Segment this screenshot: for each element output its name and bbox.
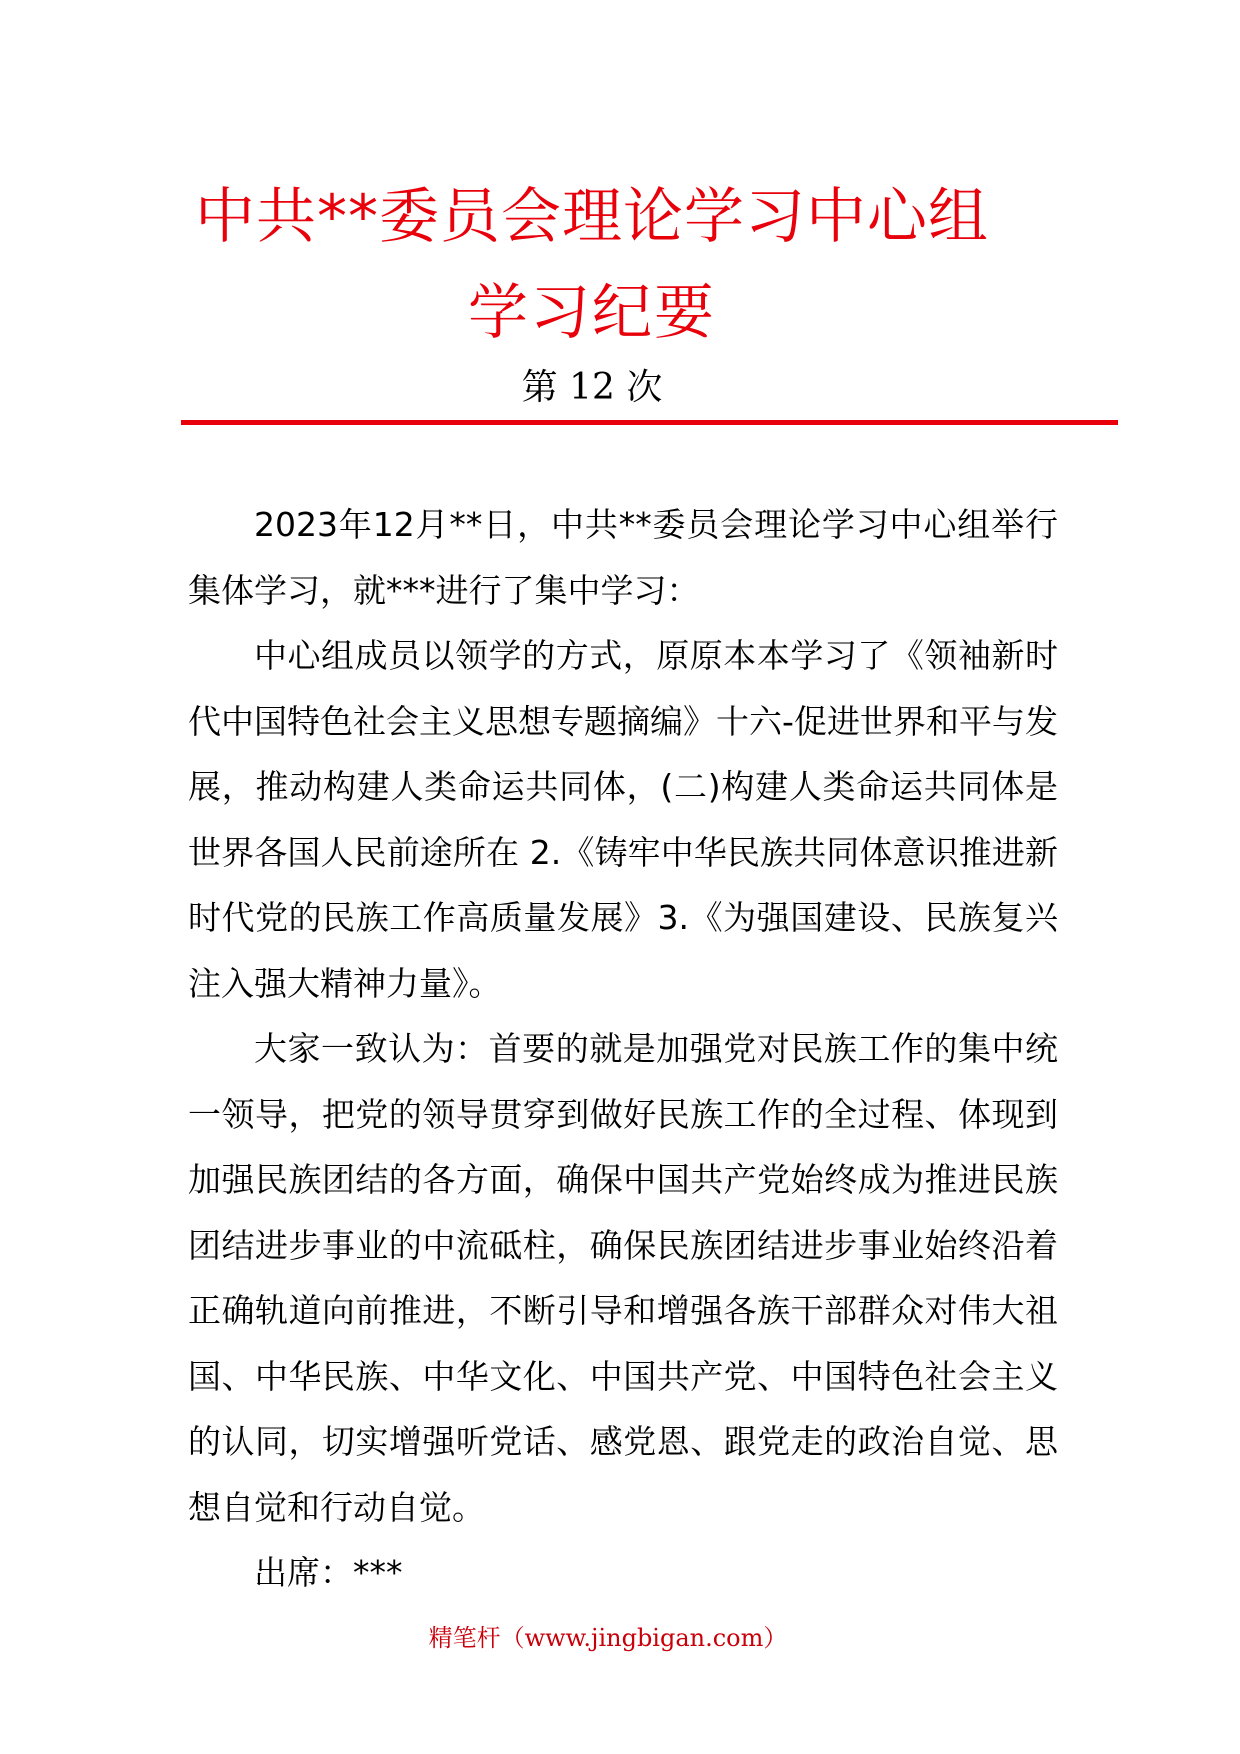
- attendance-line: 出席：***: [254, 1553, 403, 1592]
- body-paragraph-1: 2023年12月**日，中共**委员会理论学习中心组举行集体学习，就***进行了集中学习：: [188, 505, 1058, 610]
- body-paragraph-2: 中心组成员以领学的方式，原原本本学习了《领袖新时代中国特色社会主义思想专题摘编》十六-促进世界和平与发展，推动构建人类命运共同体，(二)构建人类命运共同体是世界各国人民前途所在 2.《铸牢中华民族共同体意识推进新时代党的民族工作高质量发展》3.《为强国建设、民族复兴注入强大精神力量》。: [188, 636, 1058, 1003]
- document-title-line-2: 学习纪要: [468, 278, 716, 348]
- body-paragraph-3: 大家一致认为：首要的就是加强党对民族工作的集中统一领导，把党的领导贯穿到做好民族工作的全过程、体现到加强民族团结的各方面，确保中国共产党始终成为推进民族团结进步事业的中流砥柱，确保民族团结进步事业始终沿着正确轨道向前推进，不断引导和增强各族干部群众对伟大祖国、中华民族、中华文化、中国共产党、中国特色社会主义的认同，切实增强听党话、感党恩、跟党走的政治自觉、思想自觉和行动自觉。: [188, 1029, 1058, 1527]
- red-divider-rule: [181, 420, 1118, 425]
- footer-watermark: 精笔杆（www.jingbigan.com）: [428, 1624, 788, 1652]
- document-body: [188, 492, 1058, 1606]
- document-title-line-1: 中共**委员会理论学习中心组: [195, 182, 989, 252]
- issue-number: 第 12 次: [521, 367, 663, 408]
